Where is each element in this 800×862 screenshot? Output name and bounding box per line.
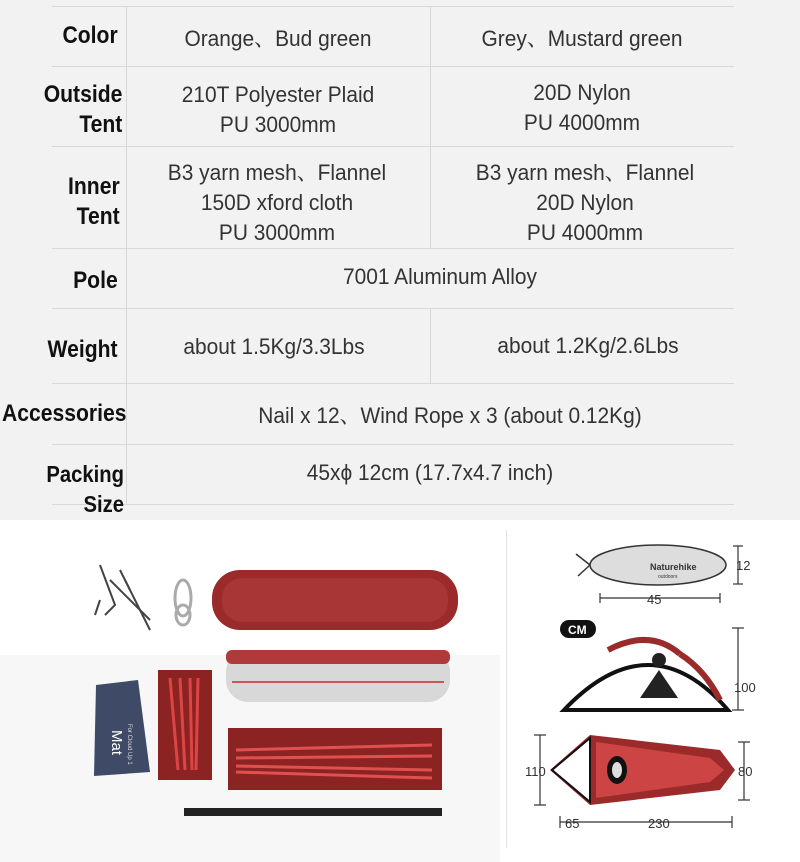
outside-tent-right: 20D Nylon PU 4000mm: [523, 80, 641, 135]
row-label-pole: Pole: [73, 267, 118, 294]
width-head-label: 110: [525, 764, 546, 779]
packing-size-value: 45xϕ 12cm (17.7x4.7 inch): [306, 460, 554, 485]
inner-tent-right: B3 yarn mesh、Flannel 20D Nylon PU 4000mm: [475, 160, 695, 245]
width-foot-label: 80: [738, 764, 753, 779]
tent-top-view-icon: [550, 735, 735, 805]
accessories-value: Nail x 12、Wind Rope x 3 (about 0.12Kg): [258, 403, 642, 428]
rope-coil-icon: [175, 580, 191, 625]
row-divider: [52, 146, 734, 147]
color-left: Orange、Bud green: [184, 26, 372, 51]
tent-side-icon: [564, 640, 728, 710]
row-label-weight: Weight: [47, 336, 118, 363]
row-label-accessories: Accessories: [1, 400, 126, 427]
column-divider: [430, 308, 431, 383]
product-photo-section: [0, 520, 800, 862]
row-divider: [52, 6, 734, 7]
brand-sublabel: outdoors: [658, 574, 678, 580]
row-divider: [52, 248, 734, 249]
brand-label: Naturehike: [650, 562, 697, 572]
inner-tent-left: B3 yarn mesh、Flannel 150D xford cloth PU 3000mm: [167, 160, 387, 245]
row-divider: [52, 383, 734, 384]
packed-length-label: 45: [647, 592, 662, 607]
row-divider: [52, 66, 734, 67]
row-divider: [52, 504, 734, 505]
packed-bag-icon: [576, 545, 726, 585]
weight-left: about 1.5Kg/3.3Lbs: [183, 334, 365, 359]
weight-right: about 1.2Kg/2.6Lbs: [497, 333, 679, 358]
tent-components-photo: [0, 520, 500, 862]
body-length-label: 230: [648, 816, 670, 831]
mat-bag-sublabel: For Cloud Up 1: [126, 724, 132, 765]
color-right: Grey、Mustard green: [481, 26, 683, 51]
height-label: 100: [734, 680, 756, 695]
outside-tent-left: 210T Polyester Plaid PU 3000mm: [181, 82, 375, 137]
packed-diameter-label: 12: [736, 558, 751, 573]
guy-rope-icon: [95, 565, 150, 630]
unit-badge-label: CM: [568, 623, 587, 637]
row-label-inner-tent: Inner Tent: [68, 173, 120, 230]
column-divider: [430, 6, 431, 248]
row-label-outside-tent: Outside Tent: [43, 81, 122, 138]
row-label-color: Color: [62, 22, 118, 49]
row-divider: [52, 444, 734, 445]
section-divider: [506, 530, 507, 848]
row-divider: [52, 308, 734, 309]
column-divider: [126, 6, 127, 504]
vestibule-length-label: 65: [565, 816, 580, 831]
dimension-diagram: [510, 520, 800, 862]
row-label-packing-size: Packing Size: [46, 461, 125, 517]
pole-value: 7001 Aluminum Alloy: [342, 264, 538, 289]
strap: [184, 808, 442, 816]
mat-bag-label: Mat: [108, 730, 125, 756]
